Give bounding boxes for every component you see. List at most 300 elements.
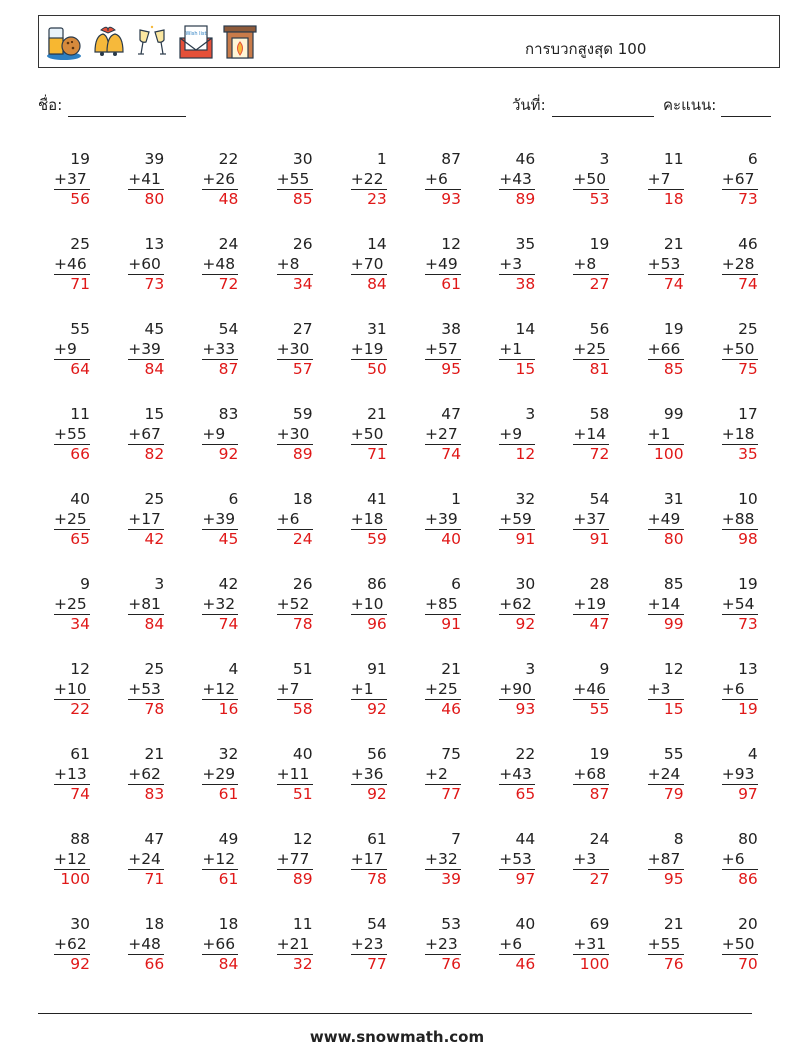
addend-bottom: [425, 170, 461, 190]
answer: 89: [292, 445, 313, 463]
plus-sign: +: [647, 424, 661, 443]
plus-sign: +: [721, 934, 735, 953]
addition-problem: [425, 405, 461, 465]
addend-bottom: [499, 850, 535, 870]
answer: 64: [70, 360, 90, 378]
addition-problem: [277, 490, 313, 550]
addition-problem: [425, 150, 461, 210]
addend-bottom: [499, 170, 535, 190]
addend-top: 87: [441, 150, 461, 168]
answer: 97: [738, 785, 758, 803]
answer: 100: [579, 955, 610, 973]
answer: 78: [367, 870, 387, 888]
answer: 34: [70, 615, 90, 633]
addend-top: 13: [144, 235, 165, 253]
addend-top: 51: [292, 660, 313, 678]
plus-sign: +: [425, 509, 438, 528]
plus-sign: +: [54, 594, 67, 613]
plus-sign: +: [647, 169, 661, 188]
answer: 48: [218, 190, 239, 208]
answer: 65: [70, 530, 90, 548]
addend-bottom-value: 33: [215, 339, 236, 358]
addition-problem: [128, 405, 164, 465]
addition-problem: [573, 150, 609, 210]
plus-sign: +: [425, 934, 438, 953]
addition-problem: [722, 490, 758, 550]
addend-bottom-value: 59: [512, 509, 532, 528]
addend-top: 56: [589, 320, 610, 338]
addend-top: 24: [218, 235, 239, 253]
plus-sign: +: [721, 424, 735, 443]
plus-sign: +: [425, 339, 438, 358]
addition-problem: [277, 915, 313, 975]
answer: 85: [292, 190, 313, 208]
answer: 19: [738, 700, 758, 718]
answer: 50: [367, 360, 387, 378]
date-label: วันที่:: [512, 96, 546, 114]
addend-bottom: [499, 680, 535, 700]
answer: 80: [144, 190, 165, 208]
addend-top: 6: [451, 575, 461, 593]
addition-problem: [277, 660, 313, 720]
addend-bottom-value: 62: [512, 594, 532, 613]
answer: 34: [292, 275, 313, 293]
plus-sign: +: [499, 254, 513, 273]
addend-bottom: [499, 765, 535, 785]
answer: 74: [663, 275, 684, 293]
answer: 46: [515, 955, 536, 973]
plus-sign: +: [425, 594, 438, 613]
addition-problem: [648, 235, 684, 295]
addition-problem: [54, 405, 90, 465]
addend-top: 39: [144, 150, 165, 168]
addend-bottom-value: 10: [67, 679, 87, 698]
addend-top: 55: [70, 320, 90, 338]
plus-sign: +: [499, 849, 513, 868]
addend-top: 21: [441, 660, 461, 678]
addend-bottom: [202, 595, 238, 615]
plus-sign: +: [276, 339, 290, 358]
answer: 22: [70, 700, 90, 718]
answer: 96: [367, 615, 387, 633]
answer: 53: [589, 190, 610, 208]
addend-top: 80: [738, 830, 758, 848]
addition-problem: [722, 915, 758, 975]
plus-sign: +: [573, 254, 587, 273]
answer: 66: [70, 445, 90, 463]
addend-top: 54: [367, 915, 387, 933]
addend-bottom-value: 14: [660, 594, 681, 613]
addend-bottom: [648, 255, 684, 275]
addend-bottom-value: 67: [734, 169, 755, 188]
answer: 70: [738, 955, 758, 973]
addend-bottom-value: 14: [586, 424, 607, 443]
addition-problem: [128, 915, 164, 975]
addend-bottom: [648, 935, 684, 955]
addend-bottom: [573, 255, 609, 275]
answer: 65: [515, 785, 536, 803]
answer: 92: [367, 700, 387, 718]
addition-problem: [54, 575, 90, 635]
addend-bottom: [425, 680, 461, 700]
addend-bottom: [277, 595, 313, 615]
addend-bottom: [722, 170, 758, 190]
addition-problem: [202, 320, 238, 380]
addend-bottom-value: 60: [141, 254, 161, 273]
addend-bottom-value: 50: [363, 424, 384, 443]
plus-sign: +: [128, 509, 142, 528]
addend-top: 26: [292, 575, 313, 593]
addend-top: 21: [144, 745, 165, 763]
addend-top: 46: [738, 235, 758, 253]
addition-problem: [648, 830, 684, 890]
addend-top: 22: [218, 150, 239, 168]
addition-problem: [722, 320, 758, 380]
answer: 42: [144, 530, 165, 548]
addition-problem: [425, 490, 461, 550]
plus-sign: +: [573, 424, 587, 443]
plus-sign: +: [573, 934, 587, 953]
plus-sign: +: [276, 934, 290, 953]
answer: 18: [663, 190, 684, 208]
addend-top: 21: [663, 235, 684, 253]
addend-bottom: [277, 170, 313, 190]
addition-problem: [202, 235, 238, 295]
addend-bottom: [54, 680, 90, 700]
addend-bottom: [351, 595, 387, 615]
addend-bottom: [648, 425, 684, 445]
addend-bottom: [648, 680, 684, 700]
addend-bottom-value: 77: [289, 849, 310, 868]
answer: 95: [663, 870, 684, 888]
addend-bottom-value: 1: [512, 339, 523, 358]
addition-problem: [722, 235, 758, 295]
addend-top: 27: [292, 320, 313, 338]
addend-top: 45: [144, 320, 165, 338]
addend-top: 19: [663, 320, 684, 338]
addend-top: 18: [218, 915, 239, 933]
plus-sign: +: [350, 169, 364, 188]
plus-sign: +: [721, 339, 735, 358]
addend-top: 21: [663, 915, 684, 933]
plus-sign: +: [499, 509, 513, 528]
plus-sign: +: [202, 764, 216, 783]
addend-bottom: [277, 255, 313, 275]
plus-sign: +: [202, 934, 216, 953]
addend-bottom-value: 1: [363, 679, 374, 698]
addend-bottom-value: 25: [67, 509, 87, 528]
addend-bottom: [499, 425, 535, 445]
plus-sign: +: [425, 424, 438, 443]
addition-problem: [202, 660, 238, 720]
answer: 72: [589, 445, 610, 463]
addend-bottom: [54, 765, 90, 785]
addend-top: 9: [599, 660, 610, 678]
answer: 71: [367, 445, 387, 463]
addend-top: 61: [70, 745, 90, 763]
addend-bottom: [277, 425, 313, 445]
addend-bottom-value: 3: [660, 679, 671, 698]
addend-top: 58: [589, 405, 610, 423]
plus-sign: +: [54, 169, 67, 188]
addend-top: 49: [218, 830, 239, 848]
addend-top: 42: [218, 575, 239, 593]
addend-top: 83: [218, 405, 239, 423]
addend-bottom-value: 68: [586, 764, 607, 783]
addition-problem: [499, 915, 535, 975]
addend-bottom: [54, 255, 90, 275]
plus-sign: +: [350, 594, 364, 613]
answer: 87: [589, 785, 610, 803]
plus-sign: +: [721, 509, 735, 528]
addend-top: 69: [589, 915, 610, 933]
addend-bottom: [128, 850, 164, 870]
addend-bottom-value: 66: [215, 934, 236, 953]
addition-problem: [202, 150, 238, 210]
addend-bottom-value: 62: [141, 764, 161, 783]
addend-bottom: [722, 255, 758, 275]
addend-bottom-value: 17: [363, 849, 384, 868]
addend-bottom: [54, 425, 90, 445]
plus-sign: +: [128, 424, 142, 443]
addend-bottom-value: 49: [660, 509, 681, 528]
plus-sign: +: [350, 424, 364, 443]
addend-bottom-value: 9: [512, 424, 523, 443]
addend-top: 40: [515, 915, 536, 933]
addend-top: 55: [663, 745, 684, 763]
addend-top: 12: [292, 830, 313, 848]
addend-top: 3: [599, 150, 610, 168]
addend-bottom-value: 9: [67, 339, 77, 358]
addend-top: 99: [663, 405, 684, 423]
addend-bottom-value: 6: [734, 849, 745, 868]
answer: 84: [367, 275, 387, 293]
answer: 85: [663, 360, 684, 378]
answer: 27: [589, 275, 610, 293]
answer: 27: [589, 870, 610, 888]
plus-sign: +: [276, 594, 290, 613]
plus-sign: +: [128, 169, 142, 188]
addition-problem: [202, 490, 238, 550]
addend-top: 30: [515, 575, 536, 593]
addition-problem: [277, 235, 313, 295]
addend-bottom: [722, 850, 758, 870]
addend-bottom: [54, 935, 90, 955]
addend-bottom: [573, 850, 609, 870]
addend-bottom-value: 55: [289, 169, 310, 188]
addend-bottom: [573, 170, 609, 190]
addition-problem: [722, 405, 758, 465]
addition-problem: [128, 150, 164, 210]
addend-top: 59: [292, 405, 313, 423]
answer: 91: [515, 530, 536, 548]
answer: 75: [738, 360, 758, 378]
answer: 78: [144, 700, 165, 718]
addend-bottom-value: 39: [141, 339, 161, 358]
addend-bottom-value: 8: [586, 254, 597, 273]
addend-bottom: [202, 680, 238, 700]
plus-sign: +: [425, 254, 438, 273]
addition-problem: [128, 575, 164, 635]
addition-problem: [499, 830, 535, 890]
addend-bottom-value: 48: [215, 254, 236, 273]
addend-top: 61: [367, 830, 387, 848]
addend-bottom-value: 31: [586, 934, 607, 953]
addition-problem: [128, 660, 164, 720]
addition-problem: [351, 915, 387, 975]
addition-problem: [277, 830, 313, 890]
addend-bottom-value: 50: [586, 169, 607, 188]
addend-bottom-value: 12: [67, 849, 87, 868]
addend-bottom-value: 17: [141, 509, 161, 528]
plus-sign: +: [721, 849, 735, 868]
plus-sign: +: [721, 764, 735, 783]
plus-sign: +: [499, 764, 513, 783]
answer: 77: [367, 955, 387, 973]
plus-sign: +: [573, 849, 587, 868]
addend-top: 1: [451, 490, 461, 508]
answer: 47: [589, 615, 610, 633]
addition-problem: [499, 320, 535, 380]
addend-bottom: [54, 510, 90, 530]
addend-bottom-value: 39: [438, 509, 458, 528]
addend-bottom-value: 22: [363, 169, 384, 188]
addend-bottom-value: 11: [289, 764, 310, 783]
addition-problem: [722, 150, 758, 210]
answer: 61: [218, 870, 239, 888]
plus-sign: +: [128, 594, 142, 613]
answer: 55: [589, 700, 610, 718]
addend-top: 4: [747, 745, 758, 763]
plus-sign: +: [573, 764, 587, 783]
addend-top: 31: [367, 320, 387, 338]
addition-problem: [425, 745, 461, 805]
plus-sign: +: [54, 849, 67, 868]
addend-bottom-value: 50: [734, 934, 755, 953]
plus-sign: +: [202, 679, 216, 698]
answer: 99: [663, 615, 684, 633]
addition-problem: [722, 745, 758, 805]
answer: 92: [367, 785, 387, 803]
addend-top: 47: [441, 405, 461, 423]
addend-bottom-value: 18: [734, 424, 755, 443]
addend-bottom: [351, 425, 387, 445]
addend-bottom-value: 6: [289, 509, 300, 528]
addition-problem: [722, 575, 758, 635]
plus-sign: +: [647, 339, 661, 358]
answer: 98: [738, 530, 758, 548]
score-label: คะแนน:: [663, 96, 717, 114]
addition-problem: [351, 320, 387, 380]
addition-problem: [573, 405, 609, 465]
addend-bottom: [128, 935, 164, 955]
addition-problem: [128, 490, 164, 550]
addend-bottom: [722, 935, 758, 955]
addend-bottom-value: 1: [660, 424, 671, 443]
addend-top: 17: [738, 405, 758, 423]
addend-bottom: [128, 255, 164, 275]
addend-bottom-value: 6: [512, 934, 523, 953]
answer: 61: [218, 785, 239, 803]
plus-sign: +: [573, 169, 587, 188]
addend-top: 21: [367, 405, 387, 423]
addend-bottom: [351, 340, 387, 360]
addend-top: 32: [515, 490, 536, 508]
addend-top: 88: [70, 830, 90, 848]
addend-bottom-value: 88: [734, 509, 755, 528]
addition-problem: [351, 150, 387, 210]
plus-sign: +: [573, 339, 587, 358]
addend-bottom: [202, 170, 238, 190]
addition-problem: [54, 745, 90, 805]
addend-bottom-value: 18: [363, 509, 384, 528]
addend-bottom: [202, 510, 238, 530]
addend-bottom-value: 70: [363, 254, 384, 273]
answer: 100: [60, 870, 90, 888]
addition-problem: [573, 660, 609, 720]
plus-sign: +: [647, 254, 661, 273]
addend-bottom-value: 54: [734, 594, 755, 613]
addend-bottom-value: 46: [586, 679, 607, 698]
addend-bottom: [573, 510, 609, 530]
addend-top: 11: [292, 915, 313, 933]
addend-bottom-value: 23: [438, 934, 458, 953]
addend-top: 75: [441, 745, 461, 763]
addend-bottom-value: 67: [141, 424, 161, 443]
answer: 84: [218, 955, 239, 973]
answer: 89: [515, 190, 536, 208]
addition-problem: [425, 830, 461, 890]
plus-sign: +: [350, 764, 364, 783]
answer: 40: [441, 530, 461, 548]
addition-problem: [202, 405, 238, 465]
addend-bottom-value: 6: [734, 679, 745, 698]
addition-problem: [425, 320, 461, 380]
plus-sign: +: [202, 339, 216, 358]
addition-problem: [425, 235, 461, 295]
plus-sign: +: [350, 254, 364, 273]
addend-top: 25: [144, 490, 165, 508]
addend-bottom: [425, 850, 461, 870]
addition-problem: [573, 745, 609, 805]
addend-bottom-value: 29: [215, 764, 236, 783]
addend-bottom-value: 46: [67, 254, 87, 273]
addition-problem: [277, 150, 313, 210]
answer: 56: [70, 190, 90, 208]
addend-top: 13: [738, 660, 758, 678]
addition-problem: [54, 660, 90, 720]
addend-top: 44: [515, 830, 536, 848]
answer: 78: [292, 615, 313, 633]
addend-bottom-value: 7: [660, 169, 671, 188]
answer: 77: [441, 785, 461, 803]
addend-bottom-value: 55: [67, 424, 87, 443]
addend-bottom: [351, 170, 387, 190]
plus-sign: +: [425, 679, 438, 698]
addition-problem: [351, 405, 387, 465]
addend-top: 85: [663, 575, 684, 593]
addend-bottom-value: 12: [215, 849, 236, 868]
addition-problem: [128, 745, 164, 805]
addend-bottom: [722, 680, 758, 700]
plus-sign: +: [350, 339, 364, 358]
addend-bottom: [648, 340, 684, 360]
addition-problem: [351, 490, 387, 550]
plus-sign: +: [54, 339, 67, 358]
addend-bottom-value: 3: [512, 254, 523, 273]
addition-problem: [425, 575, 461, 635]
addend-bottom: [202, 425, 238, 445]
